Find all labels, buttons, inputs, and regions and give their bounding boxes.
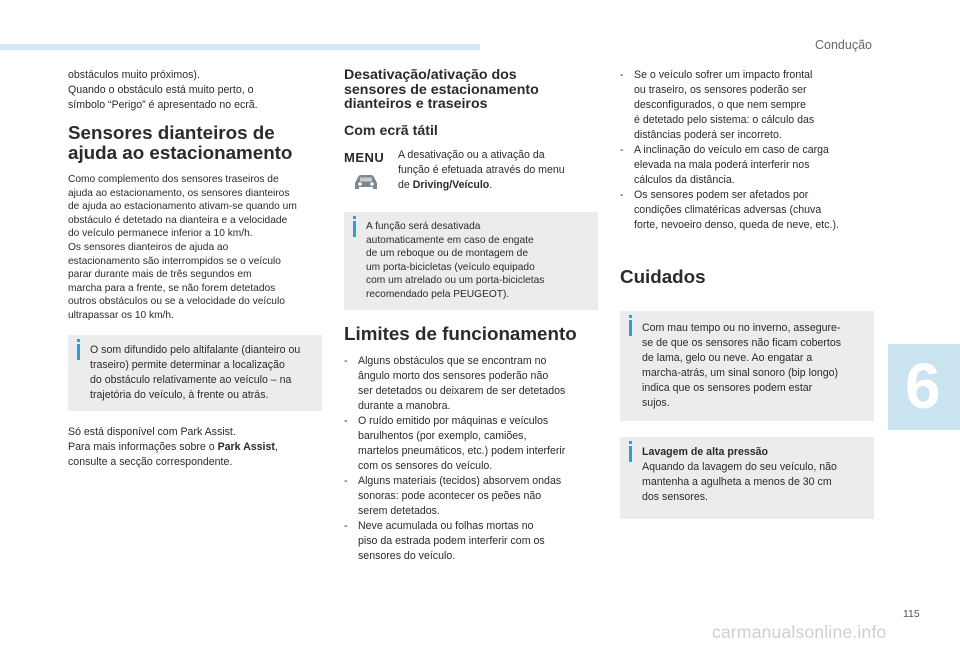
list-item xyxy=(344,354,598,414)
deactivation-heading xyxy=(344,68,598,112)
intro-text xyxy=(68,68,322,113)
list-dash: - xyxy=(620,69,624,81)
text-line: Alguns obstáculos que se encontram no xyxy=(358,354,547,367)
text-line: indica que os sensores podem estar xyxy=(642,382,813,394)
watermark: carmanualsonline.info xyxy=(712,622,887,642)
heading-line: Desativação/ativação dos xyxy=(344,67,517,83)
header-accent-bar xyxy=(0,44,480,50)
text-line: com os sensores do veículo. xyxy=(358,459,493,472)
text-line: distâncias poderá ser incorreto. xyxy=(634,129,782,141)
text-line: condições climatéricas adversas (chuva xyxy=(634,204,822,216)
text-span: , xyxy=(274,440,278,453)
availability-text xyxy=(68,425,322,470)
menu-instruction xyxy=(344,148,598,206)
text-line: recomendado pela PEUGEOT). xyxy=(366,288,510,300)
list-dash: - xyxy=(344,474,348,487)
text-line: Neve acumulada ou folhas mortas no xyxy=(358,519,534,532)
heading-line: sensores de estacionamento xyxy=(344,81,539,98)
column-left xyxy=(68,68,322,470)
text-line: desconfigurados, o que nem sempre xyxy=(634,99,806,111)
text-line: obstáculos muito próximos). xyxy=(68,69,200,81)
text-line: parar durante mais de três segundos em xyxy=(68,269,252,281)
column-right xyxy=(620,68,874,519)
text-line: ajuda ao estacionamento, os sensores dianteiros xyxy=(68,187,290,199)
column-middle xyxy=(344,68,598,564)
driving-car-icon xyxy=(352,170,380,192)
menu-label: MENU xyxy=(344,150,385,165)
info-icon xyxy=(353,221,356,237)
text-line: um porta-bicicletas (veículo equipado xyxy=(366,261,535,273)
list-item xyxy=(620,188,874,233)
text-line: forte, nevoeiro denso, queda de neve, etc.). xyxy=(634,219,839,231)
text-line: Se o veículo sofrer um impacto frontal xyxy=(634,69,813,81)
text-line: Os sensores dianteiros de ajuda ao xyxy=(68,241,229,253)
list-item xyxy=(344,474,598,519)
text-span: Para mais informações sobre o xyxy=(68,440,218,453)
text-line: Só está disponível com Park Assist. xyxy=(68,425,236,438)
text-line: consulte a secção correspondente. xyxy=(68,455,233,468)
text-line: ultrapassar os 10 km/h. xyxy=(68,309,174,321)
list-item xyxy=(620,68,874,143)
text-span: de xyxy=(398,179,413,191)
info-icon xyxy=(629,446,632,462)
info-icon xyxy=(629,320,632,336)
text-line: ângulo morto dos sensores poderão não xyxy=(358,369,549,382)
text-line: marcha-atrás, um sinal sonoro (bip longo) xyxy=(642,367,839,379)
text-line: ou traseiro, os sensores poderão ser xyxy=(634,84,807,96)
text-line: piso da estrada podem interferir com os xyxy=(358,534,545,547)
text-line: de um reboque ou de montagem de xyxy=(366,248,528,260)
text-line: marcha para a frente, se não forem detetados xyxy=(68,282,276,294)
front-sensors-heading xyxy=(68,123,322,163)
section-title: Condução xyxy=(815,38,872,52)
text-line xyxy=(68,440,322,455)
text-line: outros obstáculos ou se a velocidade do veículo xyxy=(68,296,285,308)
text-line: do veículo permanece inferior a 10 km/h. xyxy=(68,228,253,240)
text-line: se de que os sensores não ficam cobertos xyxy=(642,337,842,349)
text-line: de lama, gelo ou neve. Ao engatar a xyxy=(642,352,813,364)
text-line: traseiro) permite determinar a localização xyxy=(90,358,285,371)
heading-line: dianteiros e traseiros xyxy=(344,96,488,112)
chapter-number: 6 xyxy=(905,350,941,422)
text-line: Com mau tempo ou no inverno, assegure- xyxy=(642,322,841,334)
info-note xyxy=(344,212,598,310)
text-line: trajetória do veículo, à frente ou atrás. xyxy=(90,388,269,401)
text-line: sensores do veículo. xyxy=(358,549,456,562)
text-line: dos sensores. xyxy=(642,491,708,503)
list-dash: - xyxy=(620,144,624,156)
list-item xyxy=(344,519,598,564)
text-line: Quando o obstáculo está muito perto, o xyxy=(68,84,254,96)
info-icon-dot xyxy=(629,315,632,318)
text-line: Aquando da lavagem do seu veículo, não xyxy=(642,461,837,473)
info-note xyxy=(68,335,322,411)
text-line xyxy=(398,178,594,193)
info-icon-dot xyxy=(77,339,80,342)
info-icon-dot xyxy=(353,216,356,219)
text-line: é detetado pelo sistema: o cálculo das xyxy=(634,114,815,126)
text-span: . xyxy=(489,179,493,191)
text-line: função é efetuada através do menu xyxy=(398,164,565,176)
limits-list xyxy=(344,354,598,564)
heading-line: Sensores dianteiros de xyxy=(68,122,275,143)
text-line: barulhentos (por exemplo, camiões, xyxy=(358,429,527,442)
text-line: cálculos da distância. xyxy=(634,174,735,186)
text-line: martelos pneumáticos, etc.) podem interferir xyxy=(358,444,566,457)
list-dash: - xyxy=(620,189,624,201)
text-line: durante a manobra. xyxy=(358,399,451,412)
menu-path: Driving/Veículo xyxy=(412,179,490,191)
park-assist-term: Park Assist xyxy=(217,440,275,453)
note-title: Lavagem de alta pressão xyxy=(642,446,769,458)
text-line: A função será desativada xyxy=(366,221,481,232)
text-line: A inclinação do veículo em caso de carga xyxy=(634,144,829,156)
text-line: automaticamente em caso de engate xyxy=(366,234,534,246)
text-line: ser detetados ou deixarem de ser detetados xyxy=(358,384,566,397)
text-line: O som difundido pelo altifalante (dianteiro ou xyxy=(90,343,301,356)
text-line: O ruído emitido por máquinas e veículos xyxy=(358,414,549,427)
list-item xyxy=(344,414,598,474)
text-line: Os sensores podem ser afetados por xyxy=(634,189,809,201)
page-number: 115 xyxy=(903,608,920,620)
list-dash: - xyxy=(344,414,348,427)
list-dash: - xyxy=(344,519,348,532)
text-line: mantenha a agulheta a menos de 30 cm xyxy=(642,476,832,488)
care-heading: Cuidados xyxy=(620,266,706,287)
info-icon xyxy=(77,344,80,360)
text-line: estacionamento são interrompidos se o veículo xyxy=(68,255,281,267)
list-item xyxy=(620,143,874,188)
text-line: do obstáculo relativamente ao veículo – na xyxy=(90,373,292,386)
front-sensors-body xyxy=(68,173,322,323)
limits-list-continued xyxy=(620,68,874,233)
info-note xyxy=(620,311,874,421)
text-line: obstáculo é detetado na dianteira e a velocidade xyxy=(68,214,288,226)
list-dash: - xyxy=(344,354,348,367)
heading-line: ajuda ao estacionamento xyxy=(68,142,293,163)
text-line: elevada na mala poderá interferir nos xyxy=(634,159,810,171)
info-note xyxy=(620,437,874,519)
touchscreen-subheading: Com ecrã tátil xyxy=(344,122,438,139)
menu-instruction-text xyxy=(398,148,594,193)
text-line: com um atrelado ou um porta-bicicletas xyxy=(366,275,545,287)
text-line: símbolo “Perigo” é apresentado no ecrã. xyxy=(68,99,258,111)
text-line: sonoras: pode acontecer os peões não xyxy=(358,489,542,502)
text-line: sujos. xyxy=(642,397,670,409)
text-line: de ajuda ao estacionamento ativam-se quando um xyxy=(68,201,297,213)
info-icon-dot xyxy=(629,441,632,444)
text-line: Como complemento dos sensores traseiros de xyxy=(68,174,279,185)
limits-heading: Limites de funcionamento xyxy=(344,322,577,344)
text-line: A desativação ou a ativação da xyxy=(398,149,545,161)
text-line: serem detetados. xyxy=(358,504,440,517)
text-line: Alguns materiais (tecidos) absorvem ondas xyxy=(358,474,562,487)
